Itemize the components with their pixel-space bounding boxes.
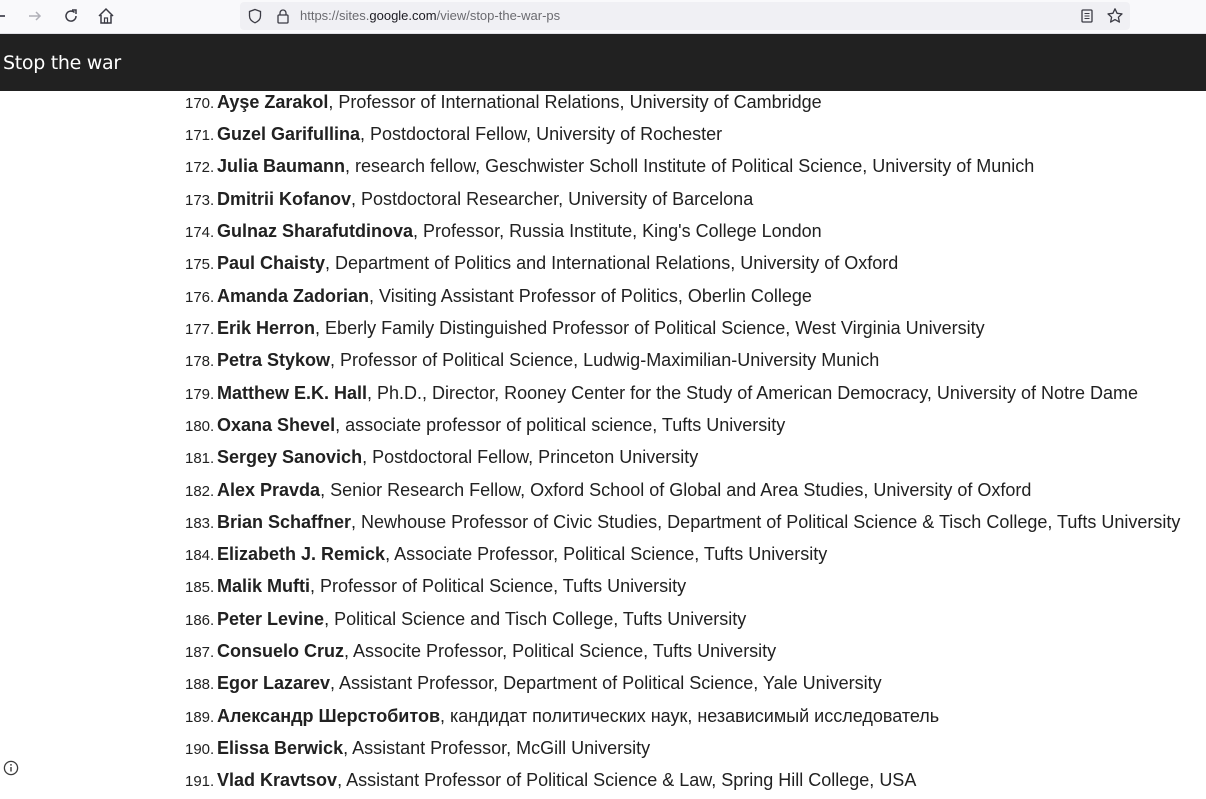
- list-item-entry: [217, 480, 1031, 501]
- signatory-name: Vlad Kravtsov: [217, 770, 338, 790]
- list-item-number: 188.: [185, 676, 215, 693]
- signatory-details: , Professor, Russia Institute, King's College London: [413, 221, 822, 241]
- lock-icon[interactable]: [272, 5, 294, 27]
- signatory-details: , Postdoctoral Researcher, University of Barcelona: [351, 189, 754, 209]
- signatory-details: , Associate Professor, Political Science, Tufts University: [385, 544, 828, 564]
- list-item-number: 174.: [185, 224, 215, 241]
- signatory-name: Elizabeth J. Remick: [217, 544, 386, 564]
- list-item-number: 179.: [185, 386, 215, 403]
- list-item-entry: [217, 544, 827, 565]
- list-item-entry: [217, 124, 722, 145]
- signatory-name: Julia Baumann: [217, 156, 346, 176]
- list-item-number: 178.: [185, 353, 215, 370]
- list-item-entry: [217, 447, 698, 468]
- list-item-entry: [217, 673, 882, 694]
- list-item-entry: [217, 350, 879, 371]
- signatory-details: , Political Science and Tisch College, Tufts University: [324, 609, 747, 629]
- signatory-name: Malik Mufti: [217, 576, 310, 596]
- signatory-name: Sergey Sanovich: [217, 447, 363, 467]
- list-item-number: 185.: [185, 579, 215, 596]
- signatory-details: , кандидат политических наук, независимый исследователь: [440, 706, 940, 726]
- signatory-details: , Ph.D., Director, Rooney Center for the Study of American Democracy, University of Notre Dame: [367, 383, 1138, 403]
- signatory-name: Peter Levine: [217, 609, 325, 629]
- signatory-name: Александр Шерстобитов: [217, 706, 441, 726]
- list-item-number: 175.: [185, 256, 215, 273]
- signatory-details: , Assistant Professor of Political Science & Law, Spring Hill College, USA: [337, 770, 917, 790]
- list-item-number: 191.: [185, 773, 215, 790]
- list-item-entry: [217, 576, 686, 597]
- url-prefix: https://sites.: [300, 8, 370, 23]
- signatory-name: Petra Stykow: [217, 350, 331, 370]
- signatory-details: , Eberly Family Distinguished Professor of Political Science, West Virginia University: [315, 318, 985, 338]
- list-item-number: 189.: [185, 709, 215, 726]
- signatory-name: Brian Schaffner: [217, 512, 352, 532]
- signatory-details: , Professor of International Relations, University of Cambridge: [328, 92, 822, 112]
- list-item-entry: [217, 415, 785, 436]
- list-item-number: 183.: [185, 515, 215, 532]
- list-item-entry: [217, 609, 746, 630]
- list-item-number: 187.: [185, 644, 215, 661]
- url-host: google.com: [369, 8, 437, 23]
- signatory-name: Consuelo Cruz: [217, 641, 345, 661]
- signatory-details: , Professor of Political Science, Tufts University: [310, 576, 687, 596]
- signatory-name: Elissa Berwick: [217, 738, 344, 758]
- list-item-number: 170.: [185, 95, 215, 112]
- signatory-name: Erik Herron: [217, 318, 316, 338]
- list-item-entry: [217, 189, 753, 210]
- url-path: /view/stop-the-war-ps: [436, 8, 561, 23]
- signatory-details: , Visiting Assistant Professor of Politics, Oberlin College: [369, 286, 812, 306]
- signatory-details: , Senior Research Fellow, Oxford School of Global and Area Studies, University of Oxford: [320, 480, 1032, 500]
- signatory-name: Egor Lazarev: [217, 673, 331, 693]
- browser-toolbar: [0, 0, 1206, 34]
- signatory-name: Paul Chaisty: [217, 253, 326, 273]
- forward-icon[interactable]: [24, 5, 46, 27]
- list-item-entry: [217, 706, 939, 727]
- list-item-entry: [217, 92, 822, 113]
- list-item-entry: [217, 770, 916, 791]
- signatory-details: , Postdoctoral Fellow, Princeton University: [362, 447, 699, 467]
- signatory-details: , research fellow, Geschwister Scholl Institute of Political Science, University of Munich: [345, 156, 1035, 176]
- url-text[interactable]: [300, 8, 560, 23]
- signatory-details: , Assistant Professor, McGill University: [343, 738, 651, 758]
- list-item-entry: [217, 221, 822, 242]
- list-item-number: 181.: [185, 450, 215, 467]
- reader-view-icon[interactable]: [1076, 5, 1098, 27]
- signatory-details: , Assistant Professor, Department of Political Science, Yale University: [330, 673, 882, 693]
- list-item-number: 177.: [185, 321, 215, 338]
- list-item-entry: [217, 383, 1138, 404]
- signatory-details: , Department of Politics and International Relations, University of Oxford: [325, 253, 899, 273]
- list-item-number: 173.: [185, 192, 215, 209]
- list-item-entry: [217, 318, 985, 339]
- signatory-name: Amanda Zadorian: [217, 286, 370, 306]
- toolbar-edge: [0, 15, 5, 17]
- signatory-details: , Associte Professor, Political Science, Tufts University: [344, 641, 777, 661]
- list-item-number: 186.: [185, 612, 215, 629]
- info-icon[interactable]: [3, 760, 19, 776]
- signatory-details: , associate professor of political science, Tufts University: [335, 415, 786, 435]
- list-item-entry: [217, 253, 898, 274]
- site-title[interactable]: Stop the war: [3, 52, 121, 74]
- reload-icon[interactable]: [60, 5, 82, 27]
- list-item-number: 171.: [185, 127, 215, 144]
- site-header: [0, 34, 1206, 91]
- list-item-number: 182.: [185, 483, 215, 500]
- home-icon[interactable]: [95, 5, 117, 27]
- bookmark-star-icon[interactable]: [1104, 5, 1126, 27]
- signatory-name: Dmitrii Kofanov: [217, 189, 352, 209]
- signatory-name: Alex Pravda: [217, 480, 321, 500]
- list-item-entry: [217, 156, 1034, 177]
- signatory-details: , Professor of Political Science, Ludwig-Maximilian-University Munich: [330, 350, 880, 370]
- list-item-entry: [217, 641, 776, 662]
- signatory-name: Oxana Shevel: [217, 415, 336, 435]
- signatory-name: Matthew E.K. Hall: [217, 383, 368, 403]
- signatory-name: Ayşe Zarakol: [217, 92, 329, 112]
- list-item-entry: [217, 738, 650, 759]
- list-item-number: 172.: [185, 159, 215, 176]
- list-item-number: 176.: [185, 289, 215, 306]
- list-item-number: 180.: [185, 418, 215, 435]
- signatory-name: Gulnaz Sharafutdinova: [217, 221, 414, 241]
- signatory-details: , Newhouse Professor of Civic Studies, Department of Political Science & Tisch College, Tufts University: [351, 512, 1181, 532]
- list-item-entry: [217, 286, 812, 307]
- signatory-details: , Postdoctoral Fellow, University of Rochester: [360, 124, 723, 144]
- shield-icon[interactable]: [244, 5, 266, 27]
- signatory-name: Guzel Garifullina: [217, 124, 361, 144]
- list-item-entry: [217, 512, 1180, 533]
- address-bar[interactable]: [240, 2, 1130, 30]
- list-item-number: 184.: [185, 547, 215, 564]
- list-item-number: 190.: [185, 741, 215, 758]
